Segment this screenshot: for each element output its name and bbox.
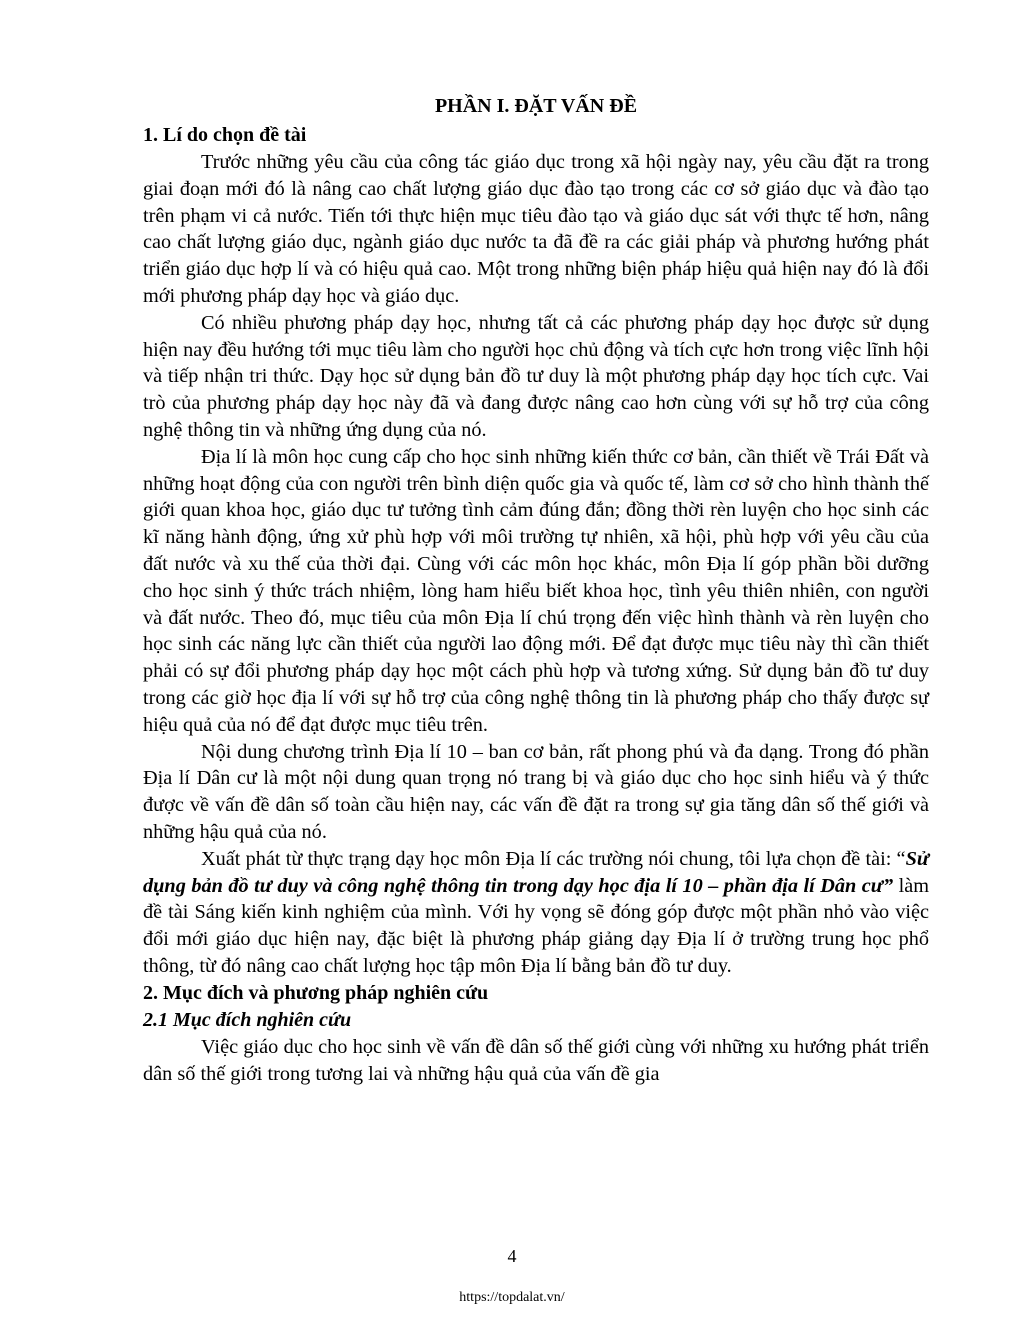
paragraph-5-after: làm đề tài Sáng kiến kinh nghiệm của mình. Với hy vọng sẽ đóng góp được một phần nhỏ vào việc đổi mới giáo dục hiện nay, đặc biệt là phương pháp giảng dạy Địa lí ở trường trung học phổ thông, từ đó nâng cao chất lượng học tập môn Địa lí bằng bản đồ tư duy. <box>143 874 929 977</box>
paragraph-1: Trước những yêu cầu của công tác giáo dục trong xã hội ngày nay, yêu cầu đặt ra trong giai đoạn mới đó là nâng cao chất lượng giáo dục đào tạo trong các cơ sở giáo dục và đào tạo trên phạm vi cả nước. Tiến tới thực hiện mục tiêu đào tạo và giáo dục sát với thực tế hơn, nâng cao chất lượng giáo dục, ngành giáo dục nước ta đã đề ra các giải pháp và phương hướng phát triển giáo dục hợp lí và có hiệu quả cao. Một trong những biện pháp hiệu quả hiện nay đó là đổi mới phương pháp dạy học và giáo dục. <box>143 151 929 307</box>
paragraph-4: Nội dung chương trình Địa lí 10 – ban cơ bản, rất phong phú và đa dạng. Trong đó phần Địa lí Dân cư là một nội dung quan trọng nó trang bị và giáo dục cho học sinh hiểu và ý thức được về vấn đề dân số toàn cầu hiện nay, các vấn đề đặt ra trong sự gia tăng dân số thế giới và những hậu quả của nó. <box>143 740 929 843</box>
paragraph-5 <box>143 846 929 980</box>
paragraph-3: Địa lí là môn học cung cấp cho học sinh những kiến thức cơ bản, cần thiết về Trái Đất và những hoạt động của con người trên bình diện quốc gia và quốc tế, làm cơ sở cho hình thành thế giới quan khoa học, giáo dục tư tưởng tình cảm đúng đắn; đồng thời rèn luyện cho học sinh các kĩ năng hành động, ứng xử phù hợp với môi trường tự nhiên, xã hội, phù hợp với yêu cầu của đất nước và xu thế của thời đại. Cùng với các môn học khác, môn Địa lí góp phần bồi dưỡng cho học sinh ý thức trách nhiệm, lòng ham hiểu biết khoa học, tình yêu thiên nhiên, con người và đất nước. Theo đó, mục tiêu của môn Địa lí chú trọng đến việc hình thành và rèn luyện cho học sinh các năng lực cần thiết của người lao động mới. Để đạt được mục tiêu này thì cần thiết phải có sự đổi phương pháp dạy học một cách phù hợp và tương xứng. Sử dụng bản đồ tư duy trong các giờ học địa lí với sự hỗ trợ của công nghệ thông tin là phương pháp cho thấy được sự hiệu quả của nó để đạt được mục tiêu trên. <box>143 445 929 736</box>
document-body <box>143 92 929 1087</box>
page-number: 4 <box>507 1246 517 1266</box>
paragraph-5-before: Xuất phát từ thực trạng dạy học môn Địa lí các trường nói chung, tôi lựa chọn đề tài: “ <box>201 847 906 870</box>
footer-url: https://topdalat.vn/ <box>459 1290 565 1305</box>
section-heading-reason: 1. Lí do chọn đề tài <box>143 124 307 146</box>
subsection-heading-purpose: 2.1 Mục đích nghiên cứu <box>143 1008 352 1031</box>
paragraph-2: Có nhiều phương pháp dạy học, nhưng tất cả các phương pháp dạy học được sử dụng hiện nay đều hướng tới mục tiêu làm cho người học chủ động và tích cực hơn trong việc lĩnh hội và tiếp nhận tri thức. Dạy học sử dụng bản đồ tư duy là một phương pháp dạy học tích cực. Vai trò của phương pháp dạy học này đã và đang được nâng cao hơn cùng với sự hỗ trợ của công nghệ thông tin và những ứng dụng của nó. <box>143 311 929 441</box>
topic-title-emphasis: Sử dụng bản đồ tư duy và công nghệ thông tin trong dạy học địa lí 10 – phần địa lí Dân cư” <box>143 847 929 897</box>
paragraph-6: Việc giáo dục cho học sinh về vấn đề dân số thế giới cùng với những xu hướng phát triển dân số thế giới trong tương lai và những hậu quả của vấn đề gia <box>143 1035 929 1085</box>
page-title: PHẦN I. ĐẶT VẤN ĐỀ <box>434 95 638 117</box>
section-heading-purpose: 2. Mục đích và phương pháp nghiên cứu <box>143 981 489 1004</box>
